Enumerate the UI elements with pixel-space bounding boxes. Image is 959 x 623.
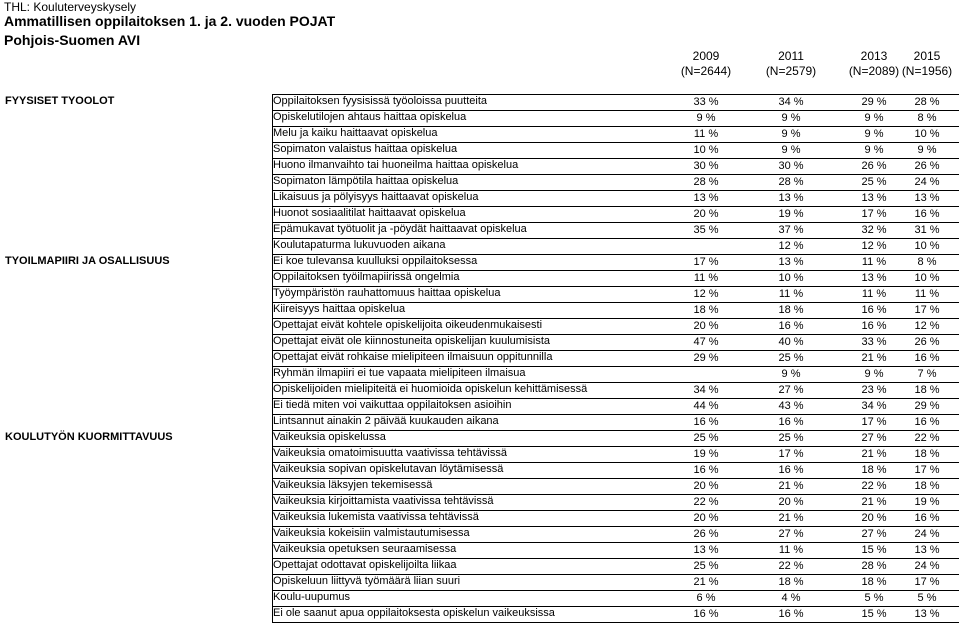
value-cell: 34 % (693, 384, 719, 396)
value-cell: 13 % (693, 544, 719, 556)
value-cell: 16 % (778, 320, 804, 332)
row-label: Vaikeuksia sopivan opiskelutavan löytämisessä (273, 463, 504, 475)
table-row (0, 478, 959, 494)
value-cell: 17 % (861, 416, 887, 428)
row-label: Vaikeuksia opiskelussa (273, 431, 386, 443)
table-row (0, 366, 959, 382)
value-cell: 28 % (861, 560, 887, 572)
value-cell: 21 % (693, 576, 719, 588)
value-cell: 9 % (864, 368, 884, 380)
column-n: (N=2089) (848, 64, 900, 78)
row-label: Vaikeuksia opetuksen seuraamisessa (273, 543, 457, 555)
row-label: Opiskeluun liittyvä työmäärä liian suuri (273, 575, 461, 587)
value-cell: 16 % (914, 352, 940, 364)
value-cell: 16 % (861, 304, 887, 316)
value-cell: 27 % (778, 528, 804, 540)
value-cell: 17 % (914, 464, 940, 476)
value-cell: 19 % (778, 208, 804, 220)
value-cell: 18 % (778, 304, 804, 316)
report-title: Ammatillisen oppilaitoksen 1. ja 2. vuoden POJAT (4, 13, 336, 29)
row-label: Opettajat eivät rohkaise mielipiteen ilmaisuun oppitunnilla (273, 351, 553, 363)
value-cell: 20 % (693, 208, 719, 220)
value-cell: 11 % (778, 544, 804, 556)
table-row (0, 334, 959, 350)
value-cell: 17 % (914, 576, 940, 588)
table-row (0, 350, 959, 366)
row-label: Vaikeuksia kokeisiin valmistautumisessa (273, 527, 470, 539)
value-cell: 17 % (914, 304, 940, 316)
table-row (0, 222, 959, 238)
row-label: Vaikeuksia läksyjen tekemisessä (273, 479, 433, 491)
value-cell: 47 % (693, 336, 719, 348)
value-cell: 16 % (778, 608, 804, 620)
table-row (0, 302, 959, 318)
value-cell: 28 % (914, 96, 940, 108)
value-cell: 16 % (914, 208, 940, 220)
value-cell: 20 % (778, 496, 804, 508)
column-year: 2013 (860, 49, 888, 63)
value-cell: 18 % (693, 304, 719, 316)
value-cell: 40 % (778, 336, 804, 348)
value-cell: 13 % (861, 192, 887, 204)
value-cell: 20 % (693, 480, 719, 492)
table-row (0, 398, 959, 414)
value-cell: 27 % (861, 528, 887, 540)
value-cell: 18 % (861, 576, 887, 588)
table-row (0, 430, 959, 446)
value-cell: 9 % (864, 144, 884, 156)
row-label: Sopimaton lämpötila haittaa opiskelua (273, 175, 459, 187)
value-cell: 20 % (861, 512, 887, 524)
table-row (0, 414, 959, 430)
value-cell: 29 % (861, 96, 887, 108)
value-cell: 26 % (693, 528, 719, 540)
table-row (0, 590, 959, 606)
value-cell: 21 % (861, 496, 887, 508)
value-cell: 18 % (914, 384, 940, 396)
value-cell: 22 % (861, 480, 887, 492)
value-cell: 5 % (917, 592, 937, 604)
value-cell: 9 % (781, 128, 801, 140)
value-cell: 13 % (693, 192, 719, 204)
value-cell: 17 % (778, 448, 804, 460)
table-row (0, 126, 959, 142)
value-cell: 25 % (693, 560, 719, 572)
value-cell: 37 % (778, 224, 804, 236)
value-cell: 34 % (778, 96, 804, 108)
value-cell: 17 % (693, 256, 719, 268)
table-row (0, 494, 959, 510)
value-cell: 17 % (861, 208, 887, 220)
value-cell: 10 % (914, 272, 940, 284)
value-cell: 18 % (861, 464, 887, 476)
table-row (0, 526, 959, 542)
value-cell: 43 % (778, 400, 804, 412)
value-cell: 21 % (861, 352, 887, 364)
value-cell: 11 % (861, 256, 887, 268)
value-cell: 9 % (696, 112, 716, 124)
table-row (0, 462, 959, 478)
table-row (0, 286, 959, 302)
column-header-2015 (895, 49, 959, 79)
value-cell: 9 % (864, 128, 884, 140)
row-label: Epämukavat työtuolit ja -pöydät haittaavat opiskelua (273, 223, 527, 235)
table-row (0, 574, 959, 590)
value-cell: 11 % (861, 288, 887, 300)
value-cell: 30 % (778, 160, 804, 172)
value-cell: 9 % (781, 144, 801, 156)
value-cell: 13 % (861, 272, 887, 284)
table-row (0, 206, 959, 222)
value-cell: 27 % (861, 432, 887, 444)
value-cell: 32 % (861, 224, 887, 236)
value-cell: 26 % (914, 160, 940, 172)
value-cell: 29 % (914, 400, 940, 412)
value-cell: 13 % (914, 544, 940, 556)
value-cell: 25 % (778, 432, 804, 444)
value-cell: 7 % (917, 368, 937, 380)
value-cell: 33 % (693, 96, 719, 108)
value-cell: 18 % (914, 480, 940, 492)
value-cell: 16 % (778, 416, 804, 428)
value-cell: 29 % (693, 352, 719, 364)
value-cell: 30 % (693, 160, 719, 172)
row-label: Vaikeuksia omatoimisuutta vaativissa tehtävissä (273, 447, 507, 459)
value-cell: 35 % (693, 224, 719, 236)
table-row (0, 542, 959, 558)
value-cell: 15 % (861, 608, 887, 620)
value-cell: 21 % (778, 480, 804, 492)
value-cell: 27 % (778, 384, 804, 396)
table-row (0, 558, 959, 574)
value-cell: 22 % (693, 496, 719, 508)
column-n: (N=2579) (765, 64, 817, 78)
table-row (0, 94, 959, 110)
value-cell: 5 % (864, 592, 884, 604)
row-label: Ryhmän ilmapiiri ei tue vapaata mielipiteen ilmaisua (273, 367, 526, 379)
value-cell: 11 % (693, 128, 719, 140)
value-cell: 9 % (917, 144, 937, 156)
section-heading: TYOILMAPIIRI JA OSALLISUUS (5, 255, 170, 267)
table-row (0, 254, 959, 270)
value-cell: 28 % (778, 176, 804, 188)
section-heading: FYYSISET TYOOLOT (5, 95, 115, 107)
organization-label: THL: Kouluterveyskysely (4, 0, 137, 14)
row-label: Likaisuus ja pölyisyys haittaavat opiskelua (273, 191, 479, 203)
value-cell: 10 % (693, 144, 719, 156)
value-cell: 18 % (914, 448, 940, 460)
value-cell: 25 % (861, 176, 887, 188)
table-row (0, 110, 959, 126)
value-cell: 24 % (914, 176, 940, 188)
column-year: 2011 (778, 49, 804, 63)
row-label: Ei ole saanut apua oppilaitoksesta opiskelun vaikeuksissa (273, 607, 555, 619)
row-label: Melu ja kaiku haittaavat opiskelua (273, 127, 438, 139)
value-cell: 11 % (693, 272, 719, 284)
column-header-2009 (674, 49, 738, 79)
value-cell: 23 % (861, 384, 887, 396)
value-cell: 9 % (781, 368, 801, 380)
value-cell: 10 % (778, 272, 804, 284)
table-row (0, 382, 959, 398)
value-cell: 21 % (861, 448, 887, 460)
table-row (0, 446, 959, 462)
value-cell: 28 % (693, 176, 719, 188)
value-cell: 24 % (914, 560, 940, 572)
value-cell: 16 % (914, 416, 940, 428)
value-cell: 12 % (693, 288, 719, 300)
value-cell: 16 % (914, 512, 940, 524)
value-cell: 12 % (778, 240, 804, 252)
value-cell: 31 % (914, 224, 940, 236)
row-label: Opettajat eivät kohtele opiskelijoita oikeudenmukaisesti (273, 319, 543, 331)
table-row (0, 142, 959, 158)
value-cell: 4 % (781, 592, 801, 604)
value-cell: 9 % (864, 112, 884, 124)
row-label: Vaikeuksia lukemista vaativissa tehtävissä (273, 511, 479, 523)
row-label: Vaikeuksia kirjoittamista vaativissa tehtävissä (273, 495, 494, 507)
table-row (0, 190, 959, 206)
section-heading: KOULUTYÖN KUORMITTAVUUS (5, 431, 173, 443)
row-label: Työympäristön rauhattomuus haittaa opiskelua (273, 287, 501, 299)
value-cell: 16 % (693, 464, 719, 476)
column-year: 2015 (913, 49, 941, 63)
value-cell: 26 % (861, 160, 887, 172)
value-cell: 15 % (861, 544, 887, 556)
value-cell: 13 % (914, 192, 940, 204)
value-cell: 8 % (917, 112, 937, 124)
value-cell: 10 % (914, 240, 940, 252)
row-label: Koulutapaturma lukuvuoden aikana (273, 239, 446, 251)
row-label: Ei koe tulevansa kuulluksi oppilaitoksessa (273, 255, 478, 267)
row-label: Opettajat eivät ole kiinnostuneita opiskelijan kuulumisista (273, 335, 550, 347)
table-row (0, 270, 959, 286)
value-cell: 13 % (778, 256, 804, 268)
column-n: (N=1956) (901, 64, 953, 78)
value-cell: 13 % (778, 192, 804, 204)
row-label: Opettajat odottavat opiskelijoilta liikaa (273, 559, 457, 571)
value-cell: 10 % (914, 128, 940, 140)
table-row (0, 174, 959, 190)
value-cell: 25 % (778, 352, 804, 364)
value-cell: 34 % (861, 400, 887, 412)
row-label: Opiskelutilojen ahtaus haittaa opiskelua (273, 111, 467, 123)
value-cell: 24 % (914, 528, 940, 540)
table-row (0, 606, 959, 622)
value-cell: 26 % (914, 336, 940, 348)
row-label: Opiskelijoiden mielipiteitä ei huomioida opiskelun kehittämisessä (273, 383, 588, 395)
row-label: Oppilaitoksen fyysisissä työoloissa puutteita (273, 95, 487, 107)
table-row (0, 158, 959, 174)
value-cell: 21 % (778, 512, 804, 524)
value-cell: 33 % (861, 336, 887, 348)
row-label: Huono ilmanvaihto tai huoneilma haittaa opiskelua (273, 159, 519, 171)
value-cell: 44 % (693, 400, 719, 412)
row-label: Ei tiedä miten voi vaikuttaa oppilaitoksen asioihin (273, 399, 512, 411)
table-row (0, 318, 959, 334)
value-cell: 19 % (693, 448, 719, 460)
value-cell: 9 % (781, 112, 801, 124)
value-cell: 20 % (693, 320, 719, 332)
column-n: (N=2644) (680, 64, 732, 78)
region-subtitle: Pohjois-Suomen AVI (4, 32, 141, 48)
row-label: Lintsannut ainakin 2 päivää kuukauden aikana (273, 415, 499, 427)
value-cell: 11 % (778, 288, 804, 300)
column-year: 2009 (692, 49, 720, 63)
value-cell: 12 % (861, 240, 887, 252)
value-cell: 13 % (914, 608, 940, 620)
value-cell: 19 % (914, 496, 940, 508)
value-cell: 22 % (914, 432, 940, 444)
value-cell: 8 % (917, 256, 937, 268)
value-cell: 22 % (778, 560, 804, 572)
table-row (0, 510, 959, 526)
value-cell: 18 % (778, 576, 804, 588)
value-cell: 6 % (696, 592, 716, 604)
row-label: Huonot sosiaalitilat haittaavat opiskelua (273, 207, 466, 219)
row-label: Oppilaitoksen työilmapiirissä ongelmia (273, 271, 460, 283)
value-cell: 16 % (861, 320, 887, 332)
value-cell: 12 % (914, 320, 940, 332)
table-row (0, 238, 959, 254)
value-cell: 16 % (778, 464, 804, 476)
row-label: Koulu-uupumus (273, 591, 351, 603)
row-label: Kiireisyys haittaa opiskelua (273, 303, 406, 315)
row-label: Sopimaton valaistus haittaa opiskelua (273, 143, 458, 155)
value-cell: 16 % (693, 416, 719, 428)
value-cell: 20 % (693, 512, 719, 524)
column-header-2011 (759, 49, 823, 79)
value-cell: 16 % (693, 608, 719, 620)
value-cell: 25 % (693, 432, 719, 444)
value-cell: 11 % (914, 288, 940, 300)
